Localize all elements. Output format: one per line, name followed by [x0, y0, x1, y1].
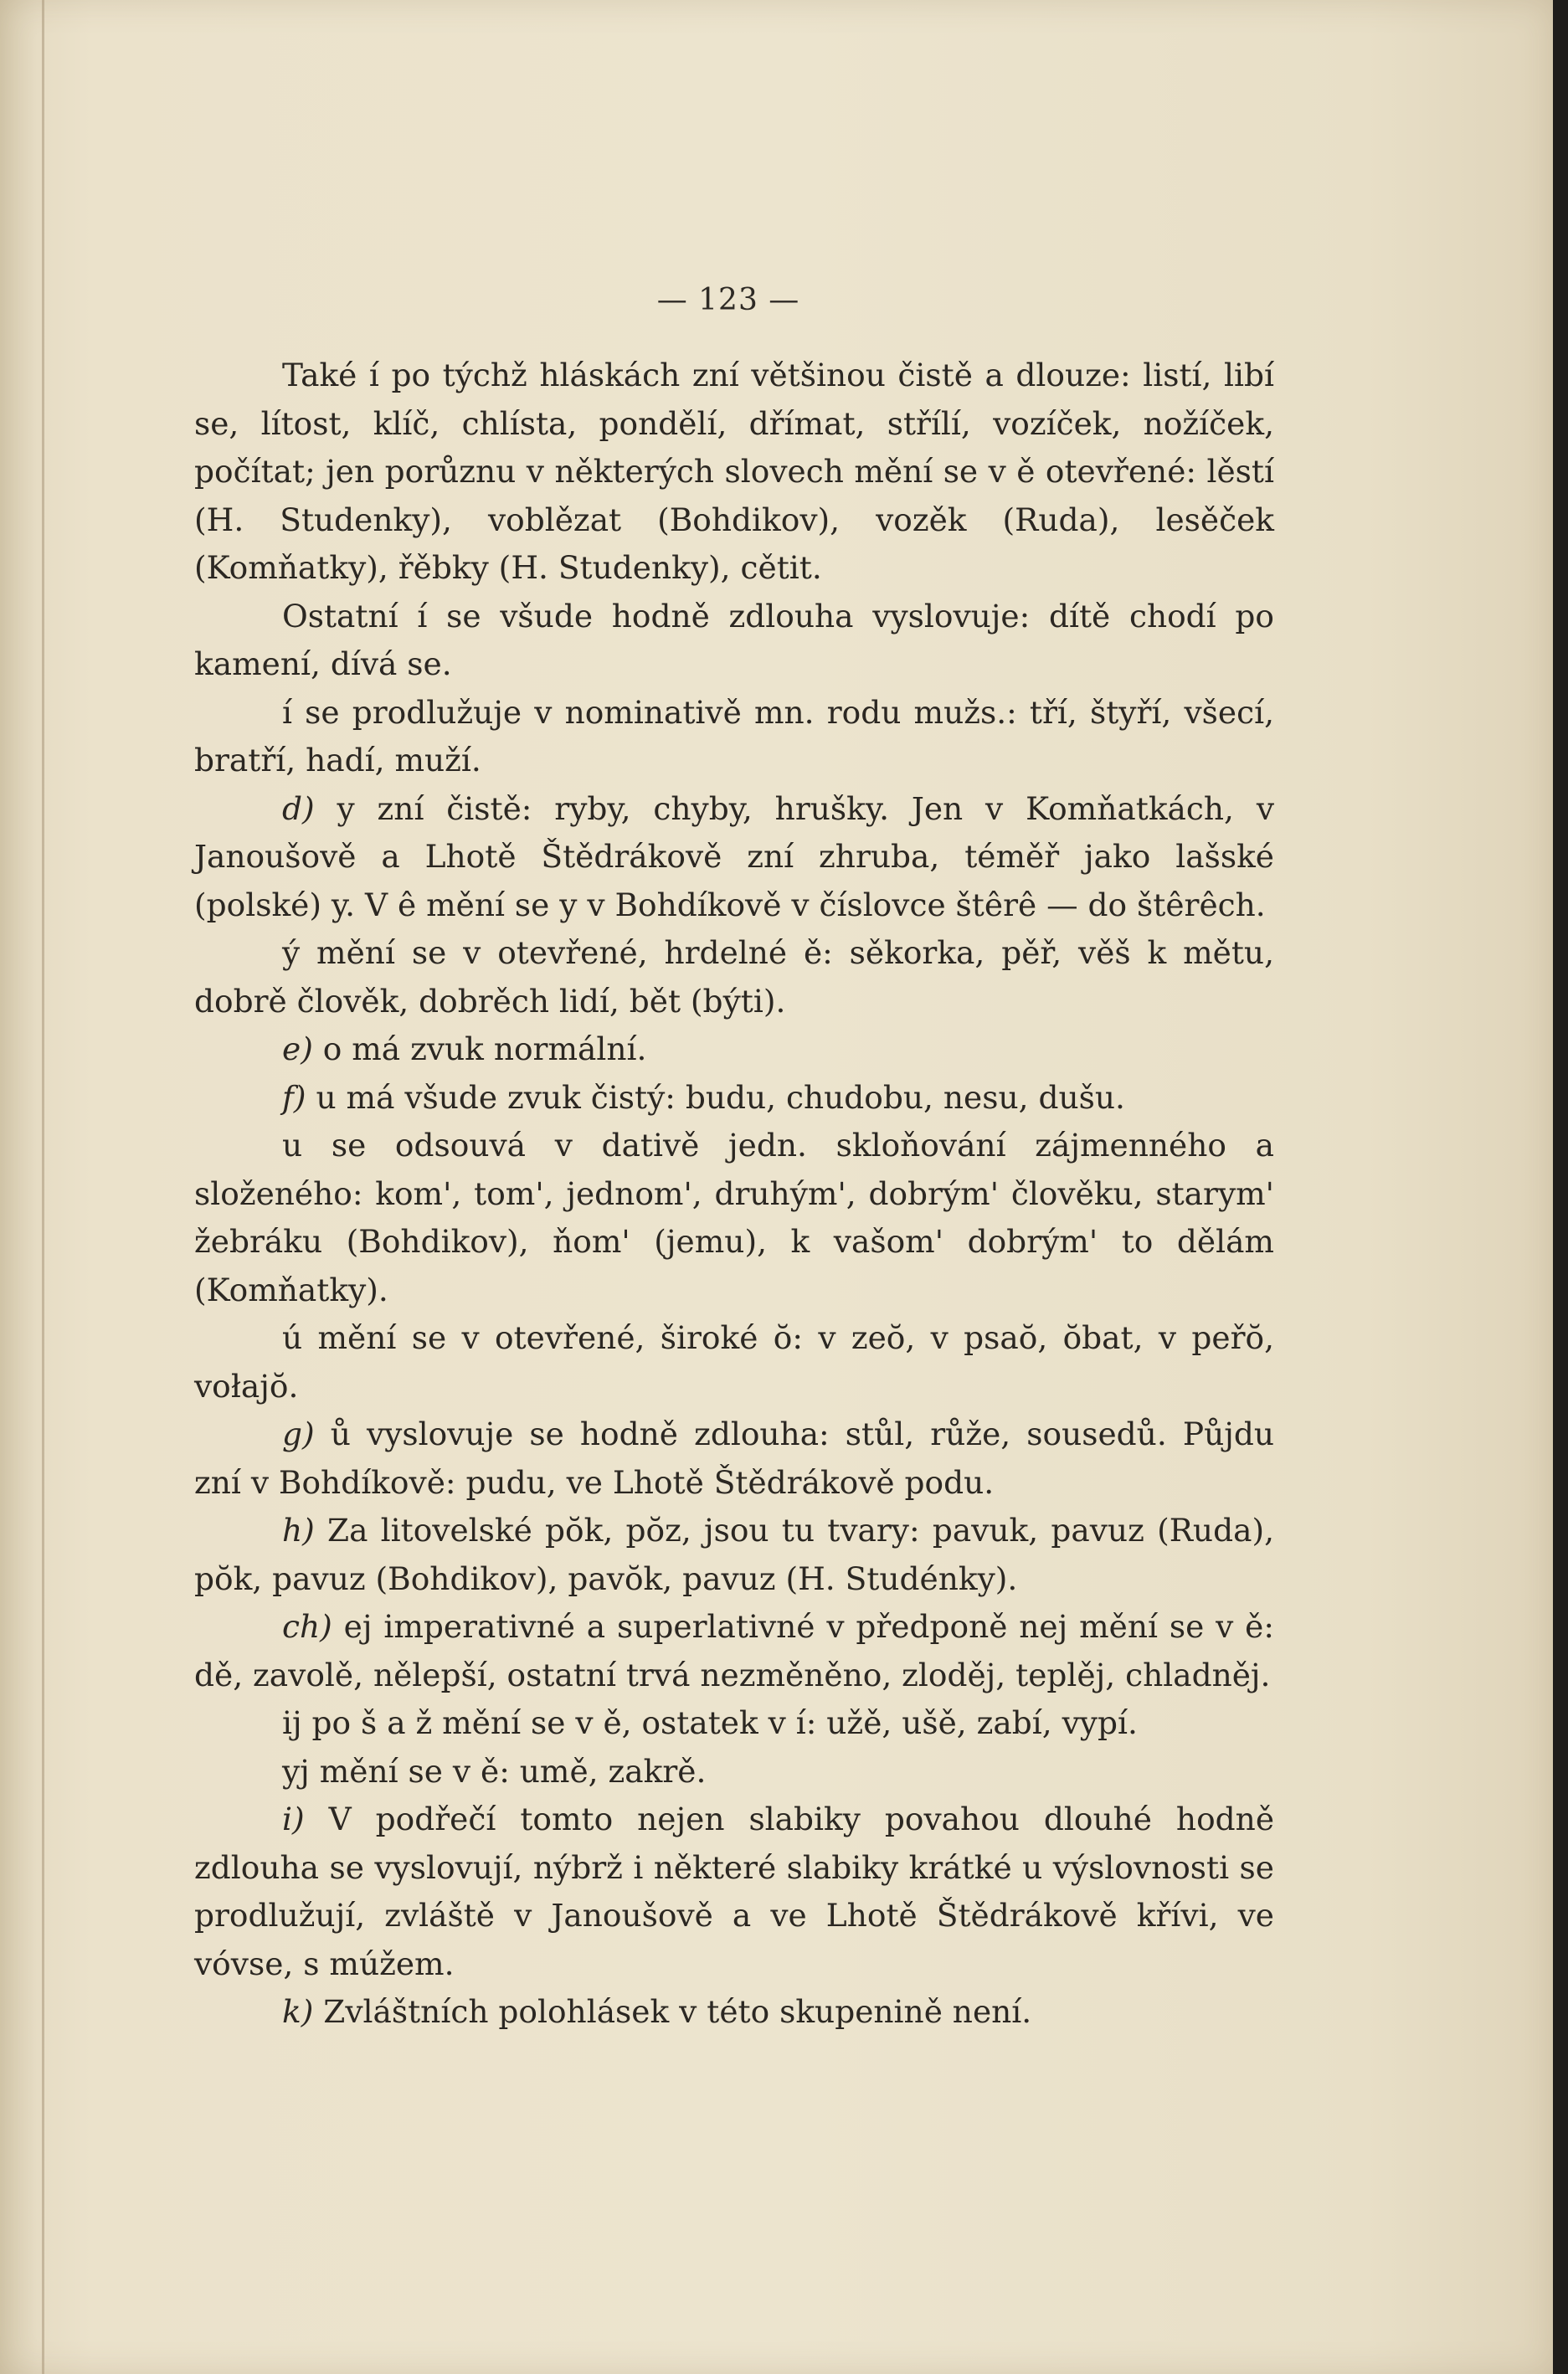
paragraph-text: Zvláštních polohlásek v této skupenině není.	[323, 1993, 1032, 2030]
paragraph-text: Ostatní í se všude hodně zdlouha vyslovuje: dítě chodí po kamení, dívá se.	[194, 597, 1274, 682]
paragraph	[194, 352, 1274, 593]
paragraph	[194, 593, 1274, 689]
paragraph-text: ij po š a ž mění se v ě, ostatek v í: užě, ušě, zabí, vypí.	[282, 1704, 1138, 1741]
paragraph-text: Také í po týchž hláskách zní většinou čistě a dlouze: listí, libí se, lítost, klíč, chlísta, pondělí, dřímat, střílí, vozíček, nožíček, počítat; jen porůznu v některých slovech mění se v ě otevřené: lěstí (H. Studenky), voblězat (Bohdikov), vozěk (Ruda), lesěček (Komňatky), řěbky (H. Studenky), cětit.	[194, 357, 1274, 586]
paragraph-marker: ch)	[282, 1608, 332, 1645]
paragraph	[194, 1988, 1274, 2037]
paragraph	[194, 1507, 1274, 1603]
page-gutter	[42, 0, 44, 2374]
paragraph-text: u se odsouvá v dativě jedn. skloňování zájmenného a složeného: kom', tom', jednom', druhým', dobrým' člověku, starym' žebráku (Bohdikov), ňom' (jemu), k vašom' dobrým' to dělám (Komňatky).	[194, 1127, 1274, 1308]
paragraph-marker: f)	[282, 1078, 306, 1116]
paragraph-text: y zní čistě: ryby, chyby, hrušky. Jen v Komňatkách, v Janoušově a Lhotě Štědrákově zní zhruba, téměř jako lašské (polské) y. V ê mění se y v Bohdíkově v číslovce štêrê — do štêrêch.	[194, 789, 1275, 923]
paragraph	[194, 1314, 1274, 1411]
paragraph-text: Za litovelské pŏk, pŏz, jsou tu tvary: pavuk, pavuz (Ruda), pŏk, pavuz (Bohdikov), pavŏk, pavuz (H. Studénky).	[194, 1512, 1274, 1597]
paragraph-text: yj mění se v ě: umě, zakrě.	[282, 1752, 707, 1790]
paragraph	[194, 1603, 1274, 1699]
paragraph-marker: h)	[282, 1512, 315, 1549]
paragraph	[194, 785, 1274, 930]
paragraph-text: ej imperativné a superlativné v předponě nej mění se v ě: dě, zavolě, nělepší, ostatní trvá nezměněno, zloděj, teplěj, chladněj.	[194, 1608, 1274, 1693]
page-number: — 123 —	[656, 283, 800, 317]
body-text	[194, 352, 1274, 2037]
paragraph	[194, 1796, 1274, 1988]
paragraph-marker: e)	[282, 1030, 313, 1067]
paragraph	[194, 1411, 1274, 1507]
paragraph-text: í se prodlužuje v nominativě mn. rodu mužs.: tří, štyří, všecí, bratří, hadí, muží.	[194, 693, 1274, 778]
paragraph-text: V podřečí tomto nejen slabiky povahou dlouhé hodně zdlouha se vyslovují, nýbrž i některé slabiky krátké u výslovnosti se prodlužují, zvláště v Janoušově a ve Lhotě Štědrákově křívi, ve vóvse, s múžem.	[194, 1801, 1275, 1982]
paragraph-marker: g)	[282, 1416, 315, 1452]
paragraph-text: u má všude zvuk čistý: budu, chudobu, nesu, dušu.	[316, 1078, 1125, 1116]
paragraph	[194, 1122, 1274, 1314]
paragraph	[194, 1748, 1274, 1796]
paragraph	[194, 1025, 1274, 1074]
paragraph	[194, 1074, 1274, 1123]
paragraph-text: ů vyslovuje se hodně zdlouha: stůl, růže, sousedů. Půjdu zní v Bohdíkově: pudu, ve Lhotě Štědrákově podu.	[194, 1416, 1275, 1501]
paragraph-text: ú mění se v otevřené, široké ŏ: v zeŏ, v psaŏ, ŏbat, v peřŏ, vołajŏ.	[194, 1319, 1274, 1405]
paragraph	[194, 929, 1274, 1025]
paragraph-text: o má zvuk normální.	[322, 1030, 647, 1067]
paragraph-text: ý mění se v otevřené, hrdelné ě: sěkorka, pěř, věš k mětu, dobrě člověk, dobrěch lidí, bět (býti).	[194, 934, 1274, 1020]
paragraph-marker: i)	[282, 1801, 305, 1837]
paragraph	[194, 689, 1274, 785]
paragraph	[194, 1699, 1274, 1748]
paragraph-marker: k)	[282, 1993, 314, 2030]
paragraph-marker: d)	[282, 789, 315, 827]
